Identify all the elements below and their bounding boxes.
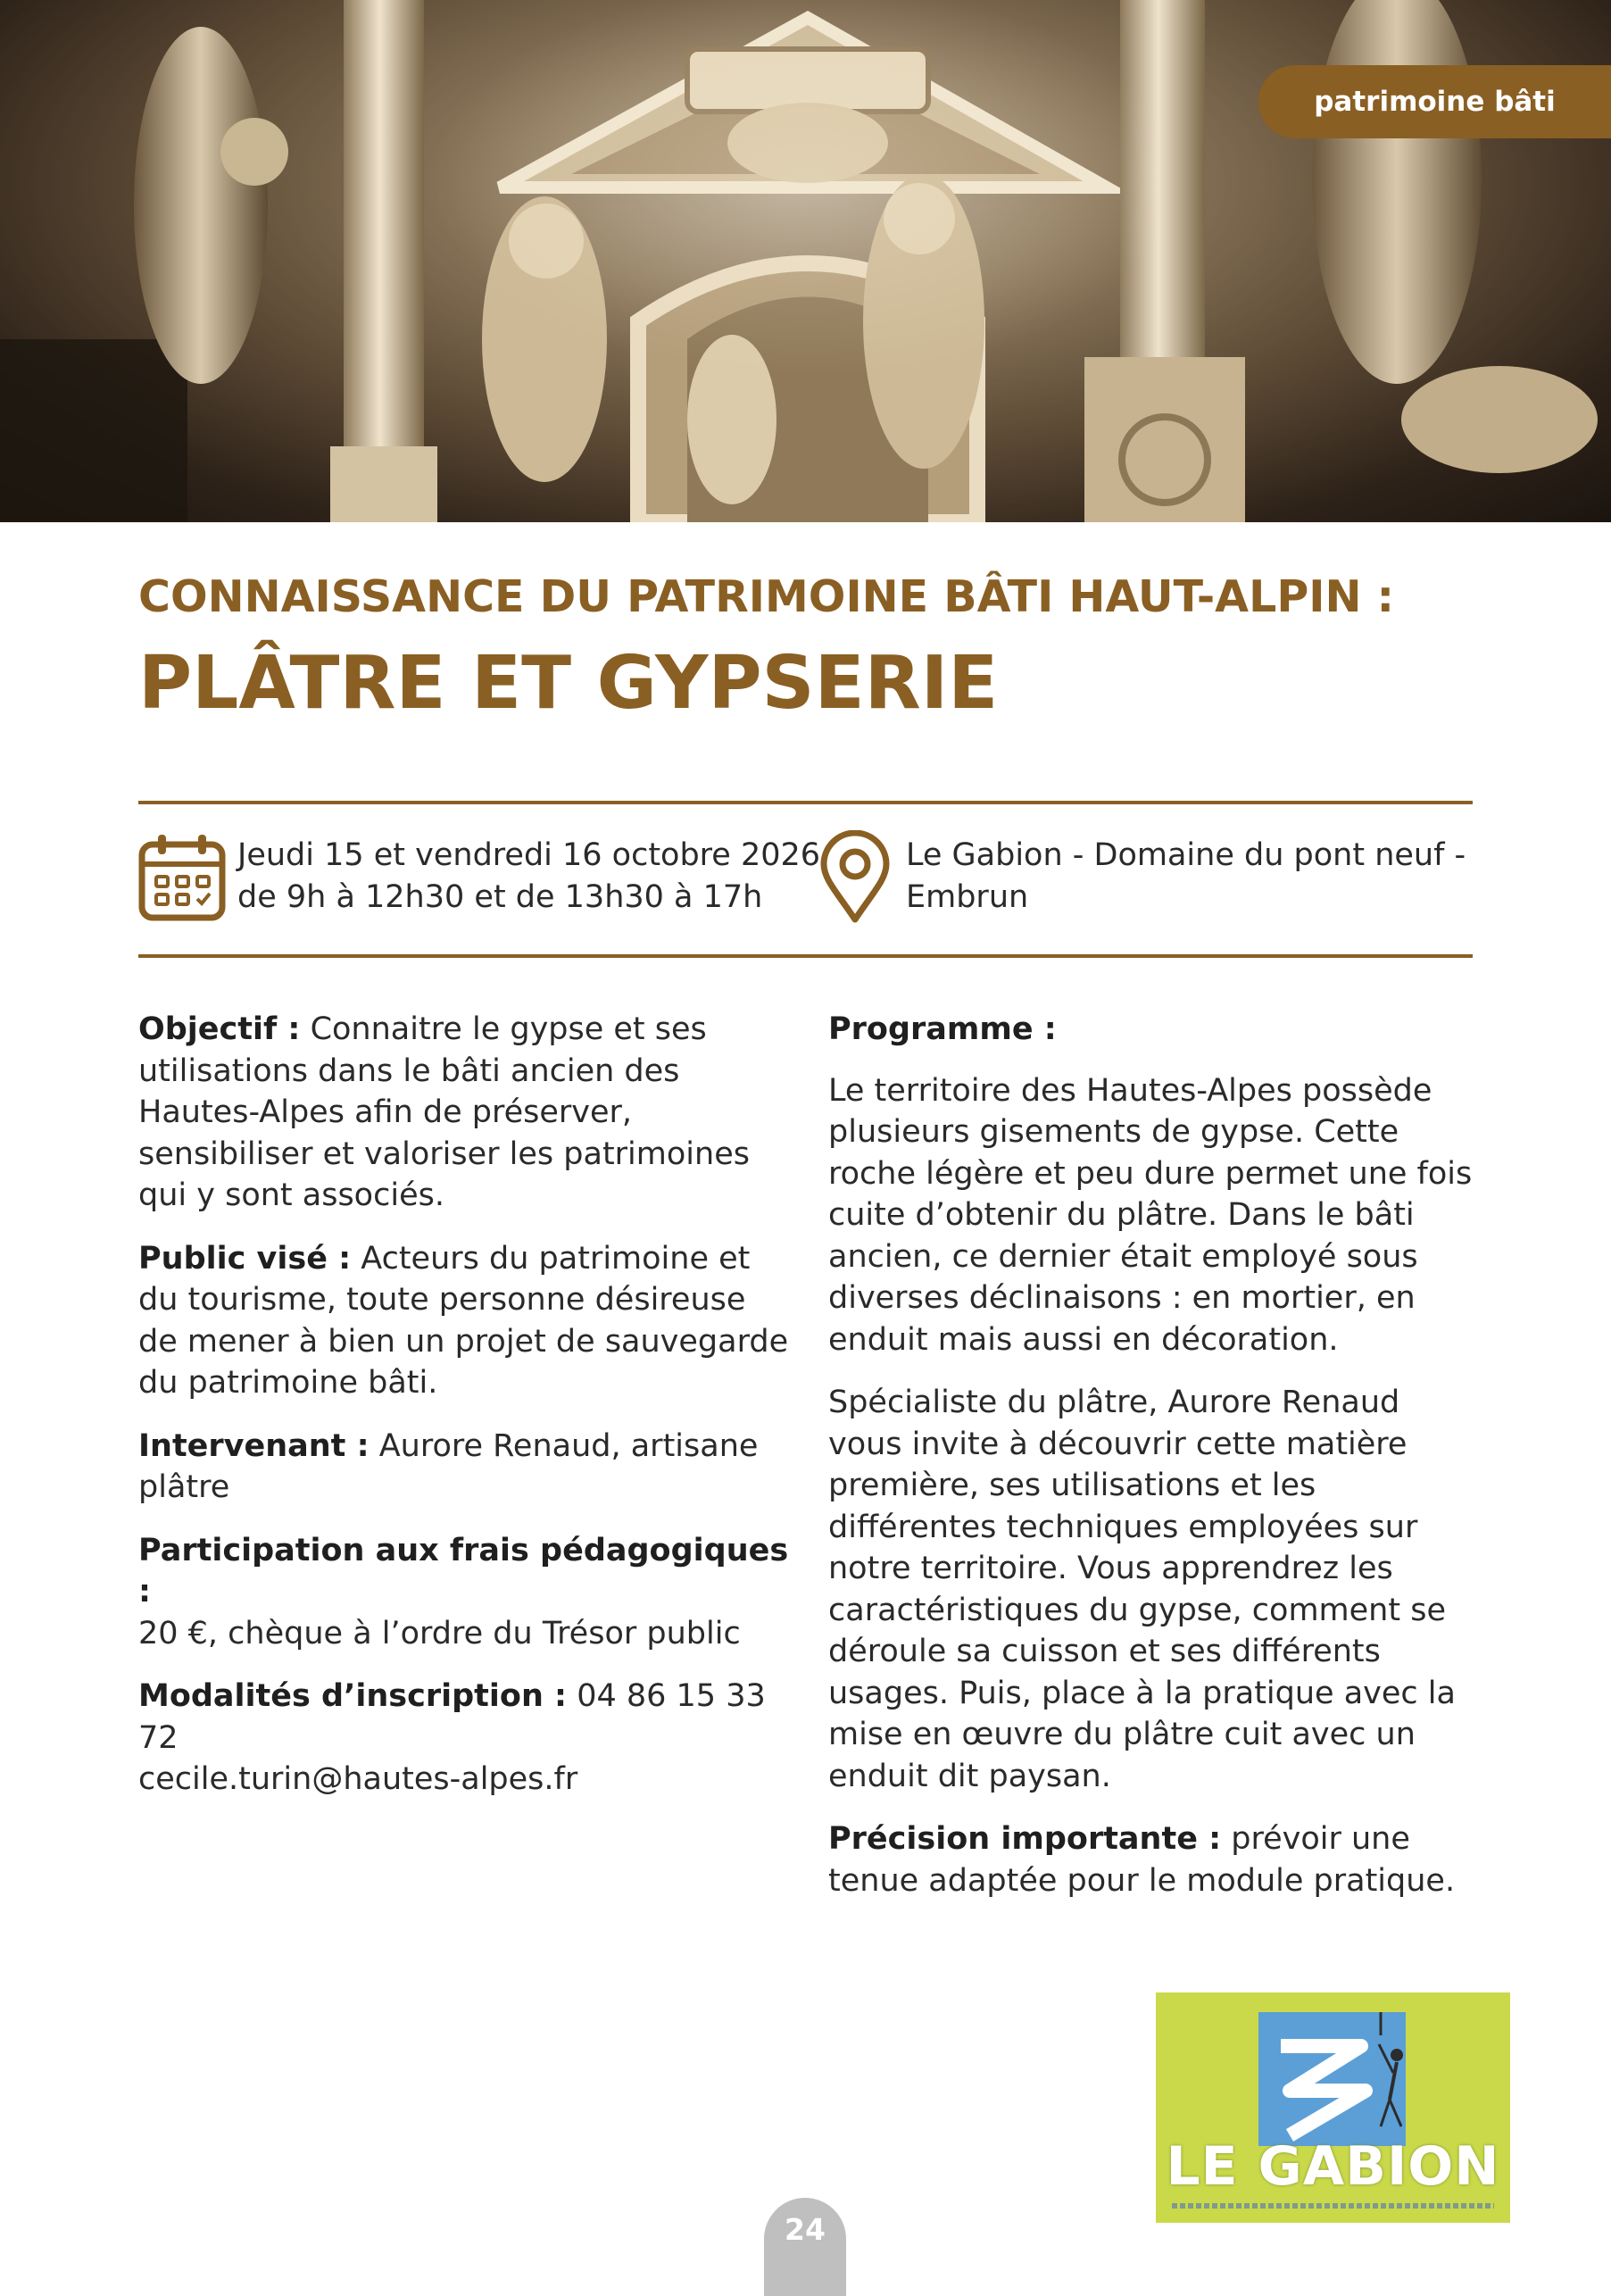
place-info <box>906 835 1466 919</box>
inscription-email[interactable]: cecile.turin@hautes-alpes.fr <box>138 1761 578 1797</box>
programme-paragraph-2: Spécialiste du plâtre, Aurore Renaud vous invite à découvrir cette matière première, ses utilisations et les différentes techniques employées sur notre territoire. Vous apprendrez les caractéristiques du gypse, comment se déroule sa cuisson et ses différents usages. Puis, place à la pratique avec la mise en œuvre du plâtre cuit avec un enduit dit paysan. <box>828 1385 1456 1794</box>
precision-text: prévoir une tenue adaptée pour le module pratique. <box>828 1821 1456 1899</box>
le-gabion-logo <box>1156 1992 1510 2223</box>
programme-label: Programme : <box>828 1011 1057 1047</box>
programme-heading-block <box>828 1009 1480 1051</box>
page-number-tab <box>764 2198 846 2296</box>
category-tag-label: patrimoine bâti <box>1314 86 1556 118</box>
page-number: 24 <box>785 2212 826 2247</box>
frais-block <box>138 1530 794 1655</box>
objectif-label: Objectif : <box>138 1011 301 1047</box>
objectif-block <box>138 1009 794 1217</box>
public-label: Public visé : <box>138 1240 352 1277</box>
frais-label: Participation aux frais pédagogiques : <box>138 1532 789 1610</box>
divider-bottom <box>138 954 1473 958</box>
section-kicker: CONNAISSANCE DU PATRIMOINE BÂTI HAUT-ALPIN : <box>138 571 1395 622</box>
objectif-text: Connaitre le gypse et ses utilisations dans le bâti ancien des Hautes-Alpes afin de préserver, sensibiliser et valoriser les patrimoines qui y sont associés. <box>138 1011 750 1213</box>
programme-paragraph-1: Le territoire des Hautes-Alpes possède plusieurs gisements de gypse. Cette roche légère et peu dure permet une fois cuite d’obtenir du plâtre. Dans le bâti ancien, ce dernier était employé sous diverses déclinaisons : en mortier, en enduit mais aussi en décoration. <box>828 1072 1473 1358</box>
precision-block <box>828 1818 1480 1901</box>
intervenant-label: Intervenant : <box>138 1427 370 1464</box>
logo-name: LE GABION <box>1166 2135 1500 2198</box>
location-pin-icon <box>819 830 891 923</box>
public-block <box>138 1238 794 1404</box>
public-text: Acteurs du patrimoine et du tourisme, toute personne désireuse de mener à bien un projet de sauvegarde du patrimoine bâti. <box>138 1240 789 1401</box>
date-info <box>237 835 820 919</box>
calendar-icon <box>138 832 226 921</box>
date-line-2: de 9h à 12h30 et de 13h30 à 17h <box>237 879 763 915</box>
page-title: PLÂTRE ET GYPSERIE <box>138 641 999 726</box>
hero-photo <box>0 0 1611 522</box>
details-column <box>138 1009 794 1822</box>
programme-column <box>828 1009 1480 1923</box>
date-line-1: Jeudi 15 et vendredi 16 octobre 2026 <box>237 837 821 873</box>
intervenant-text: Aurore Renaud, artisane plâtre <box>138 1427 759 1505</box>
place-line-1: Le Gabion - Domaine du pont neuf - <box>906 837 1466 873</box>
inscription-label: Modalités d’inscription : <box>138 1678 568 1714</box>
frais-text: 20 €, chèque à l’ordre du Trésor public <box>138 1615 741 1651</box>
category-tag <box>1258 65 1611 138</box>
logo-tagline-decoration <box>1172 2203 1494 2209</box>
inscription-block <box>138 1676 794 1801</box>
precision-label: Précision importante : <box>828 1821 1222 1857</box>
divider-top <box>138 801 1473 804</box>
intervenant-block <box>138 1426 794 1509</box>
place-line-2: Embrun <box>906 879 1029 915</box>
inscription-phone[interactable]: 04 86 15 33 72 <box>138 1678 766 1756</box>
